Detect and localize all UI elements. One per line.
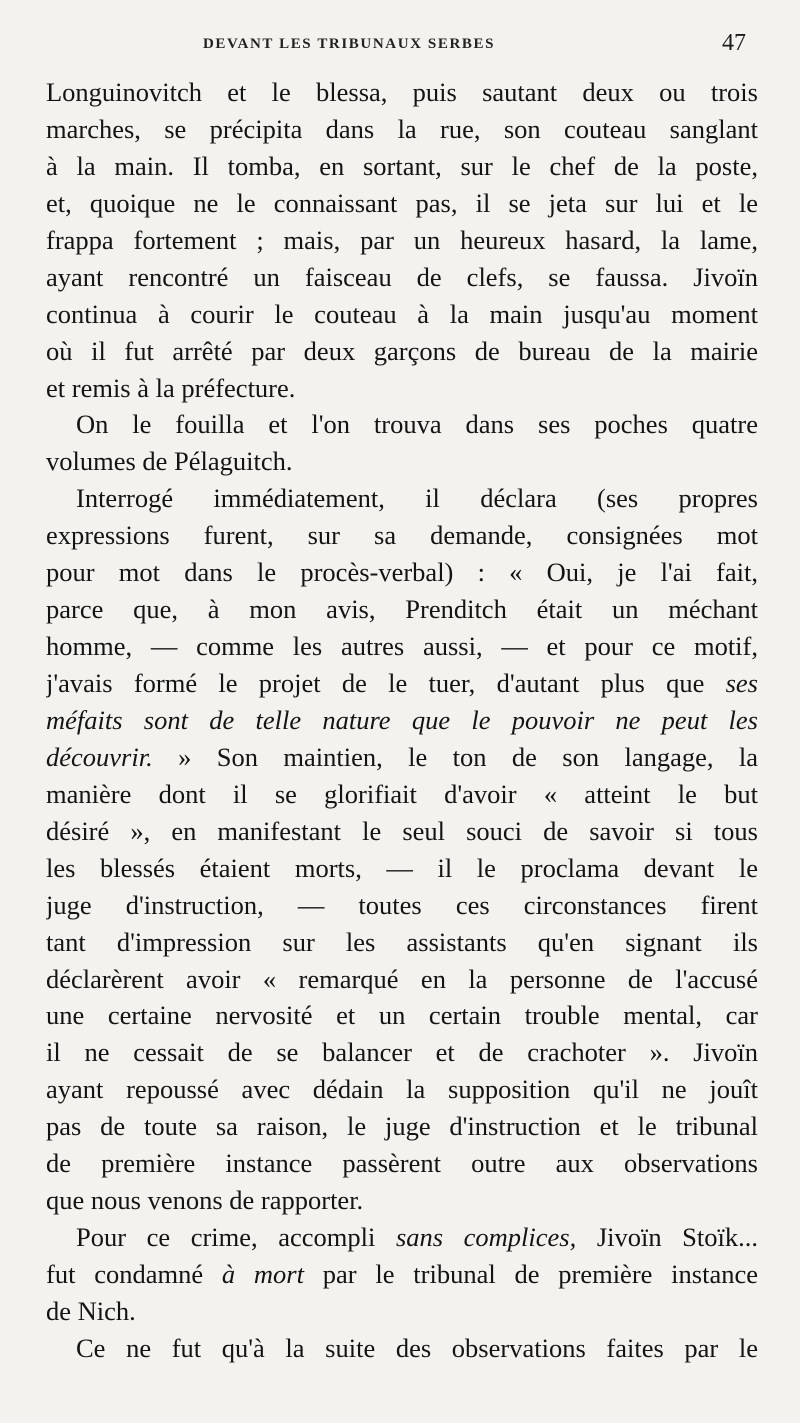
text-line: marches, se précipita dans la rue, son couteau sanglant — [46, 113, 758, 144]
italic-segment: ses — [725, 668, 758, 698]
text-line: tant d'impression sur les assistants qu'en signant ils — [46, 926, 758, 957]
text-line: déclarèrent avoir « remarqué en la personne de l'accusé — [46, 963, 758, 994]
italic-segment: à mort — [221, 1259, 304, 1289]
text-line: On le fouilla et l'on trouva dans ses poches quatre — [76, 409, 758, 440]
text-line: que nous venons de rapporter. — [46, 1185, 364, 1216]
text-line: juge d'instruction, — toutes ces circonstances firent — [46, 889, 758, 920]
page-number: 47 — [722, 30, 746, 56]
text-line: une certaine nervosité et un certain trouble mental, car — [46, 1000, 758, 1031]
text-line: et, quoique ne le connaissant pas, il se jeta sur lui et le — [46, 187, 758, 218]
text-line: frappa fortement ; mais, par un heureux hasard, la lame, — [46, 224, 758, 255]
text-line: il ne cessait de se balancer et de crachoter ». Jivoïn — [46, 1037, 758, 1068]
text-line — [46, 739, 758, 776]
text-line: Longuinovitch et le blessa, puis sautant deux ou trois — [46, 77, 758, 107]
text-segment: j'avais formé le projet de le tuer, d'autant plus que — [46, 668, 705, 698]
text-line: pour mot dans le procès-verbal) : « Oui, je l'ai fait, — [46, 557, 758, 588]
text-line: méfaits sont de telle nature que le pouvoir ne peut les — [46, 704, 758, 735]
running-title: DEVANT LES TRIBUNAUX SERBES — [203, 36, 496, 52]
text-line: continua à courir le couteau à la main jusqu'au moment — [46, 298, 758, 329]
text-line: volumes de Pélaguitch. — [46, 446, 293, 477]
text-segment: Jivoïn Stoïk... — [596, 1222, 758, 1253]
italic-segment: découvrir. — [46, 741, 153, 772]
text-line: Interrogé immédiatement, il déclara (ses propres — [76, 483, 758, 514]
text-line: ayant rencontré un faisceau de clefs, se faussa. Jivoïn — [46, 261, 758, 292]
text-line — [46, 1219, 758, 1256]
text-line: à la main. Il tomba, en sortant, sur le chef de la poste, — [46, 150, 758, 181]
text-line — [46, 665, 758, 702]
text-line — [46, 1256, 758, 1293]
text-line: ayant repoussé avec dédain la supposition qu'il ne jouît — [46, 1074, 758, 1105]
text-line: expressions furent, sur sa demande, consignées mot — [46, 520, 758, 551]
text-line: pas de toute sa raison, le juge d'instruction et le tribunal — [46, 1111, 758, 1142]
italic-segment: sans complices, — [395, 1222, 577, 1253]
text-line: manière dont il se glorifiait d'avoir « atteint le but — [46, 778, 758, 809]
page-header — [0, 30, 800, 64]
text-segment: par le tribunal de première instance — [322, 1259, 758, 1289]
text-line: les blessés étaient morts, — il le proclama devant le — [46, 852, 758, 883]
text-segment: Pour ce crime, accompli — [76, 1222, 376, 1253]
text-line: de Nich. — [46, 1295, 136, 1326]
text-line: de première instance passèrent outre aux observations — [46, 1148, 758, 1179]
text-line: Ce ne fut qu'à la suite des observations faites par le — [76, 1332, 758, 1363]
text-line: homme, — comme les autres aussi, — et pour ce motif, — [46, 631, 758, 662]
text-line: où il fut arrêté par deux garçons de bureau de la mairie — [46, 335, 758, 366]
text-line: et remis à la préfecture. — [46, 372, 296, 403]
body-text — [46, 74, 758, 1367]
text-line: désiré », en manifestant le seul souci de savoir si tous — [46, 815, 758, 846]
text-segment: fut condamné — [46, 1259, 204, 1289]
text-segment: » Son maintien, le ton de son langage, la — [178, 741, 758, 772]
text-line: parce que, à mon avis, Prenditch était un méchant — [46, 594, 758, 625]
